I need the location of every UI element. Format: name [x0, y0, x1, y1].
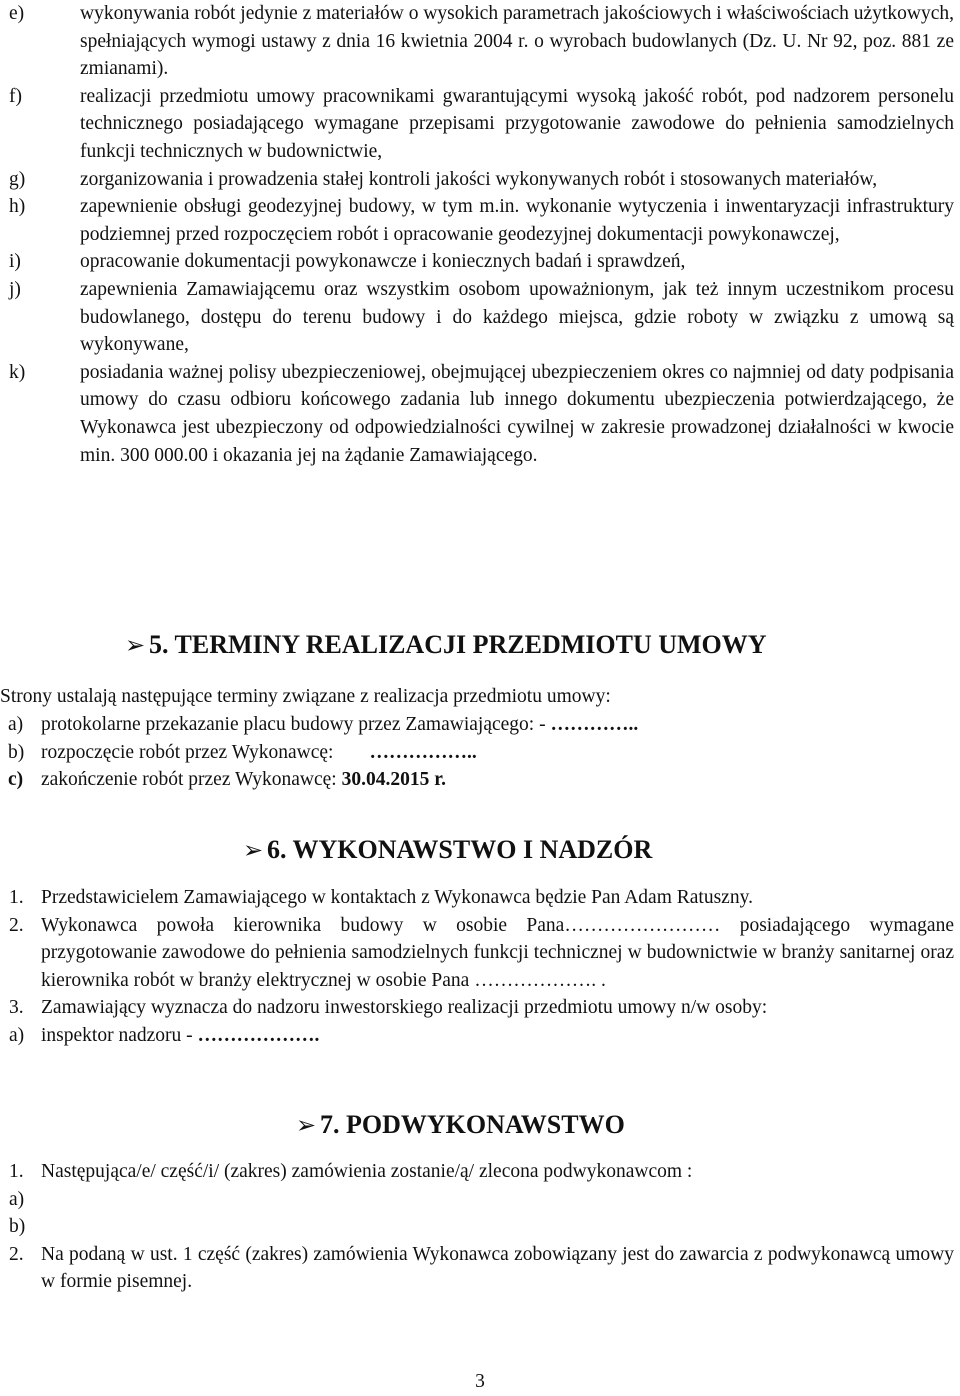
list-item-text: wykonywania robót jedynie z materiałów o wysokich parametrach jakościowych i właściwościach użytkowych, spełniających wymogi ustawy z dnia 16 kwietnia 2004 r. o wyrobach budowlanych (Dz. U. Nr 92, poz. 881 ze zmianami).: [80, 3, 954, 80]
supervision-list: [0, 884, 954, 1050]
list-marker: 1.: [9, 887, 24, 908]
list-marker: e): [9, 3, 25, 24]
list-item-text: protokolarne przekazanie placu budowy przez Zamawiającego: -: [41, 714, 546, 735]
list-marker: h): [9, 196, 26, 218]
list-item: [0, 248, 954, 276]
list-item: [0, 1241, 954, 1296]
list-marker: 2.: [9, 1243, 24, 1265]
list-item-value: …………..: [550, 714, 639, 735]
list-item: [0, 739, 954, 767]
list-item: [0, 166, 954, 194]
arrow-bullet-icon: ➢: [125, 633, 146, 659]
list-marker: g): [9, 168, 26, 190]
list-marker: 3.: [9, 997, 24, 1019]
list-item-text: zapewnienia Zamawiającemu oraz wszystkim osobom upoważnionym, jak też innym uczestnikom procesu budowlanego, dostępu do terenu budowy i do każdego miejsca, gdzie roboty w związku z umową są wykonywane,: [80, 278, 954, 356]
list-marker: f): [9, 85, 22, 107]
list-marker: 2.: [9, 914, 24, 936]
list-marker: a): [9, 1188, 25, 1210]
list-item: [0, 1186, 954, 1214]
section-heading-text: 5. TERMINY REALIZACJI PRZEDMIOTU UMOWY: [149, 630, 767, 659]
list-marker: a): [9, 1024, 25, 1046]
list-item: [0, 1213, 954, 1241]
list-item: [0, 711, 954, 739]
list-item-text: rozpoczęcie robót przez Wykonawcę:: [41, 741, 334, 763]
list-item: [0, 1022, 954, 1050]
section-5-intro: Strony ustalają następujące terminy związane z realizacja przedmiotu umowy:: [0, 686, 611, 707]
list-item-text: Następująca/e/ część/i/ (zakres) zamówienia zostanie/ą/ zlecona podwykonawcom :: [41, 1161, 693, 1182]
list-item: [0, 193, 954, 248]
list-item: [0, 884, 954, 912]
list-item-text: Przedstawicielem Zamawiającego w kontaktach z Wykonawca będzie Pan Adam Ratuszny.: [41, 887, 753, 908]
list-item-text: posiadania ważnej polisy ubezpieczeniowej, obejmującej ubezpieczeniem okres co najmniej od daty podpisania umowy do czasu odbioru końcowego zadania lub innego dokumentu ubezpieczenia potwierdzającego, że Wykonawca jest ubezpieczony od odpowiedzialności cywilnej w zakresie prowadzonej działalności w kwocie min. 300 000.00 i okazania jej na żądanie Zamawiającego.: [80, 361, 954, 466]
list-marker: c): [8, 769, 24, 791]
section-heading-text: 6. WYKONAWSTWO I NADZÓR: [267, 835, 653, 864]
list-item-text: inspektor nadzoru -: [41, 1024, 193, 1046]
arrow-bullet-icon: ➢: [296, 1113, 317, 1139]
list-item-text: zorganizowania i prowadzenia stałej kontroli jakości wykonywanych robót i stosowanych materiałów,: [80, 168, 878, 190]
list-item-text: zapewnienie obsługi geodezyjnej budowy, w tym m.in. wykonanie wytyczenia i inwentaryzacji infrastruktury podziemnej przed rozpoczęciem robót i opracowanie geodezyjnej dokumentacji powykonawczej,: [80, 196, 954, 245]
list-item-text: Wykonawca powoła kierownika budowy w osobie Pana…………………… posiadającego wymagane przygotowanie zawodowe do pełnienia samodzielnych funkcji technicznej w budownictwie w branży sanitarnej oraz kierownika robót w branży elektrycznej w osobie Pana ………………. .: [41, 914, 954, 991]
list-item-value: ……………….: [197, 1024, 320, 1046]
terms-list: [0, 711, 954, 794]
obligations-list: [0, 0, 954, 469]
list-marker: k): [9, 361, 26, 383]
list-item: [0, 0, 954, 83]
list-item-text: zakończenie robót przez Wykonawcę:: [41, 769, 337, 791]
list-item: [0, 83, 954, 166]
list-item-text: Na podaną w ust. 1 część (zakres) zamówienia Wykonawca zobowiązany jest do zawarcia z podwykonawcą umowy w formie pisemnej.: [41, 1243, 954, 1293]
arrow-bullet-icon: ➢: [243, 838, 264, 864]
section-6-heading: [243, 835, 652, 866]
section-heading-text: 7. PODWYKONAWSTWO: [320, 1110, 625, 1139]
list-item: [0, 359, 954, 469]
list-item-text: opracowanie dokumentacji powykonawcze i koniecznych badań i sprawdzeń,: [80, 251, 686, 273]
list-item-text: Zamawiający wyznacza do nadzoru inwestorskiego realizacji przedmiotu umowy n/w osoby:: [41, 997, 768, 1019]
list-item-value: ……………..: [369, 741, 477, 763]
list-item: [0, 766, 954, 794]
list-marker: j): [9, 278, 21, 300]
list-marker: b): [9, 1216, 26, 1238]
list-item-text: realizacji przedmiotu umowy pracownikami gwarantującymi wysoką jakość robót, pod nadzorem personelu technicznego posiadającego wymagane przepisami przygotowanie zawodowe do pełnienia samodzielnych funkcji technicznych w budownictwie,: [80, 85, 954, 162]
list-item-value: 30.04.2015 r.: [341, 769, 446, 791]
list-item: [0, 276, 954, 359]
subcontracting-list: [0, 1158, 954, 1296]
list-item: [0, 994, 954, 1022]
list-item: [0, 912, 954, 995]
list-marker: a): [8, 714, 24, 735]
section-7-heading: [296, 1110, 625, 1141]
list-item: [0, 1158, 954, 1186]
list-marker: 1.: [9, 1161, 24, 1182]
list-marker: b): [8, 741, 25, 763]
page-number: 3: [475, 1371, 485, 1392]
list-marker: i): [9, 251, 21, 273]
section-5-heading: [125, 630, 767, 661]
